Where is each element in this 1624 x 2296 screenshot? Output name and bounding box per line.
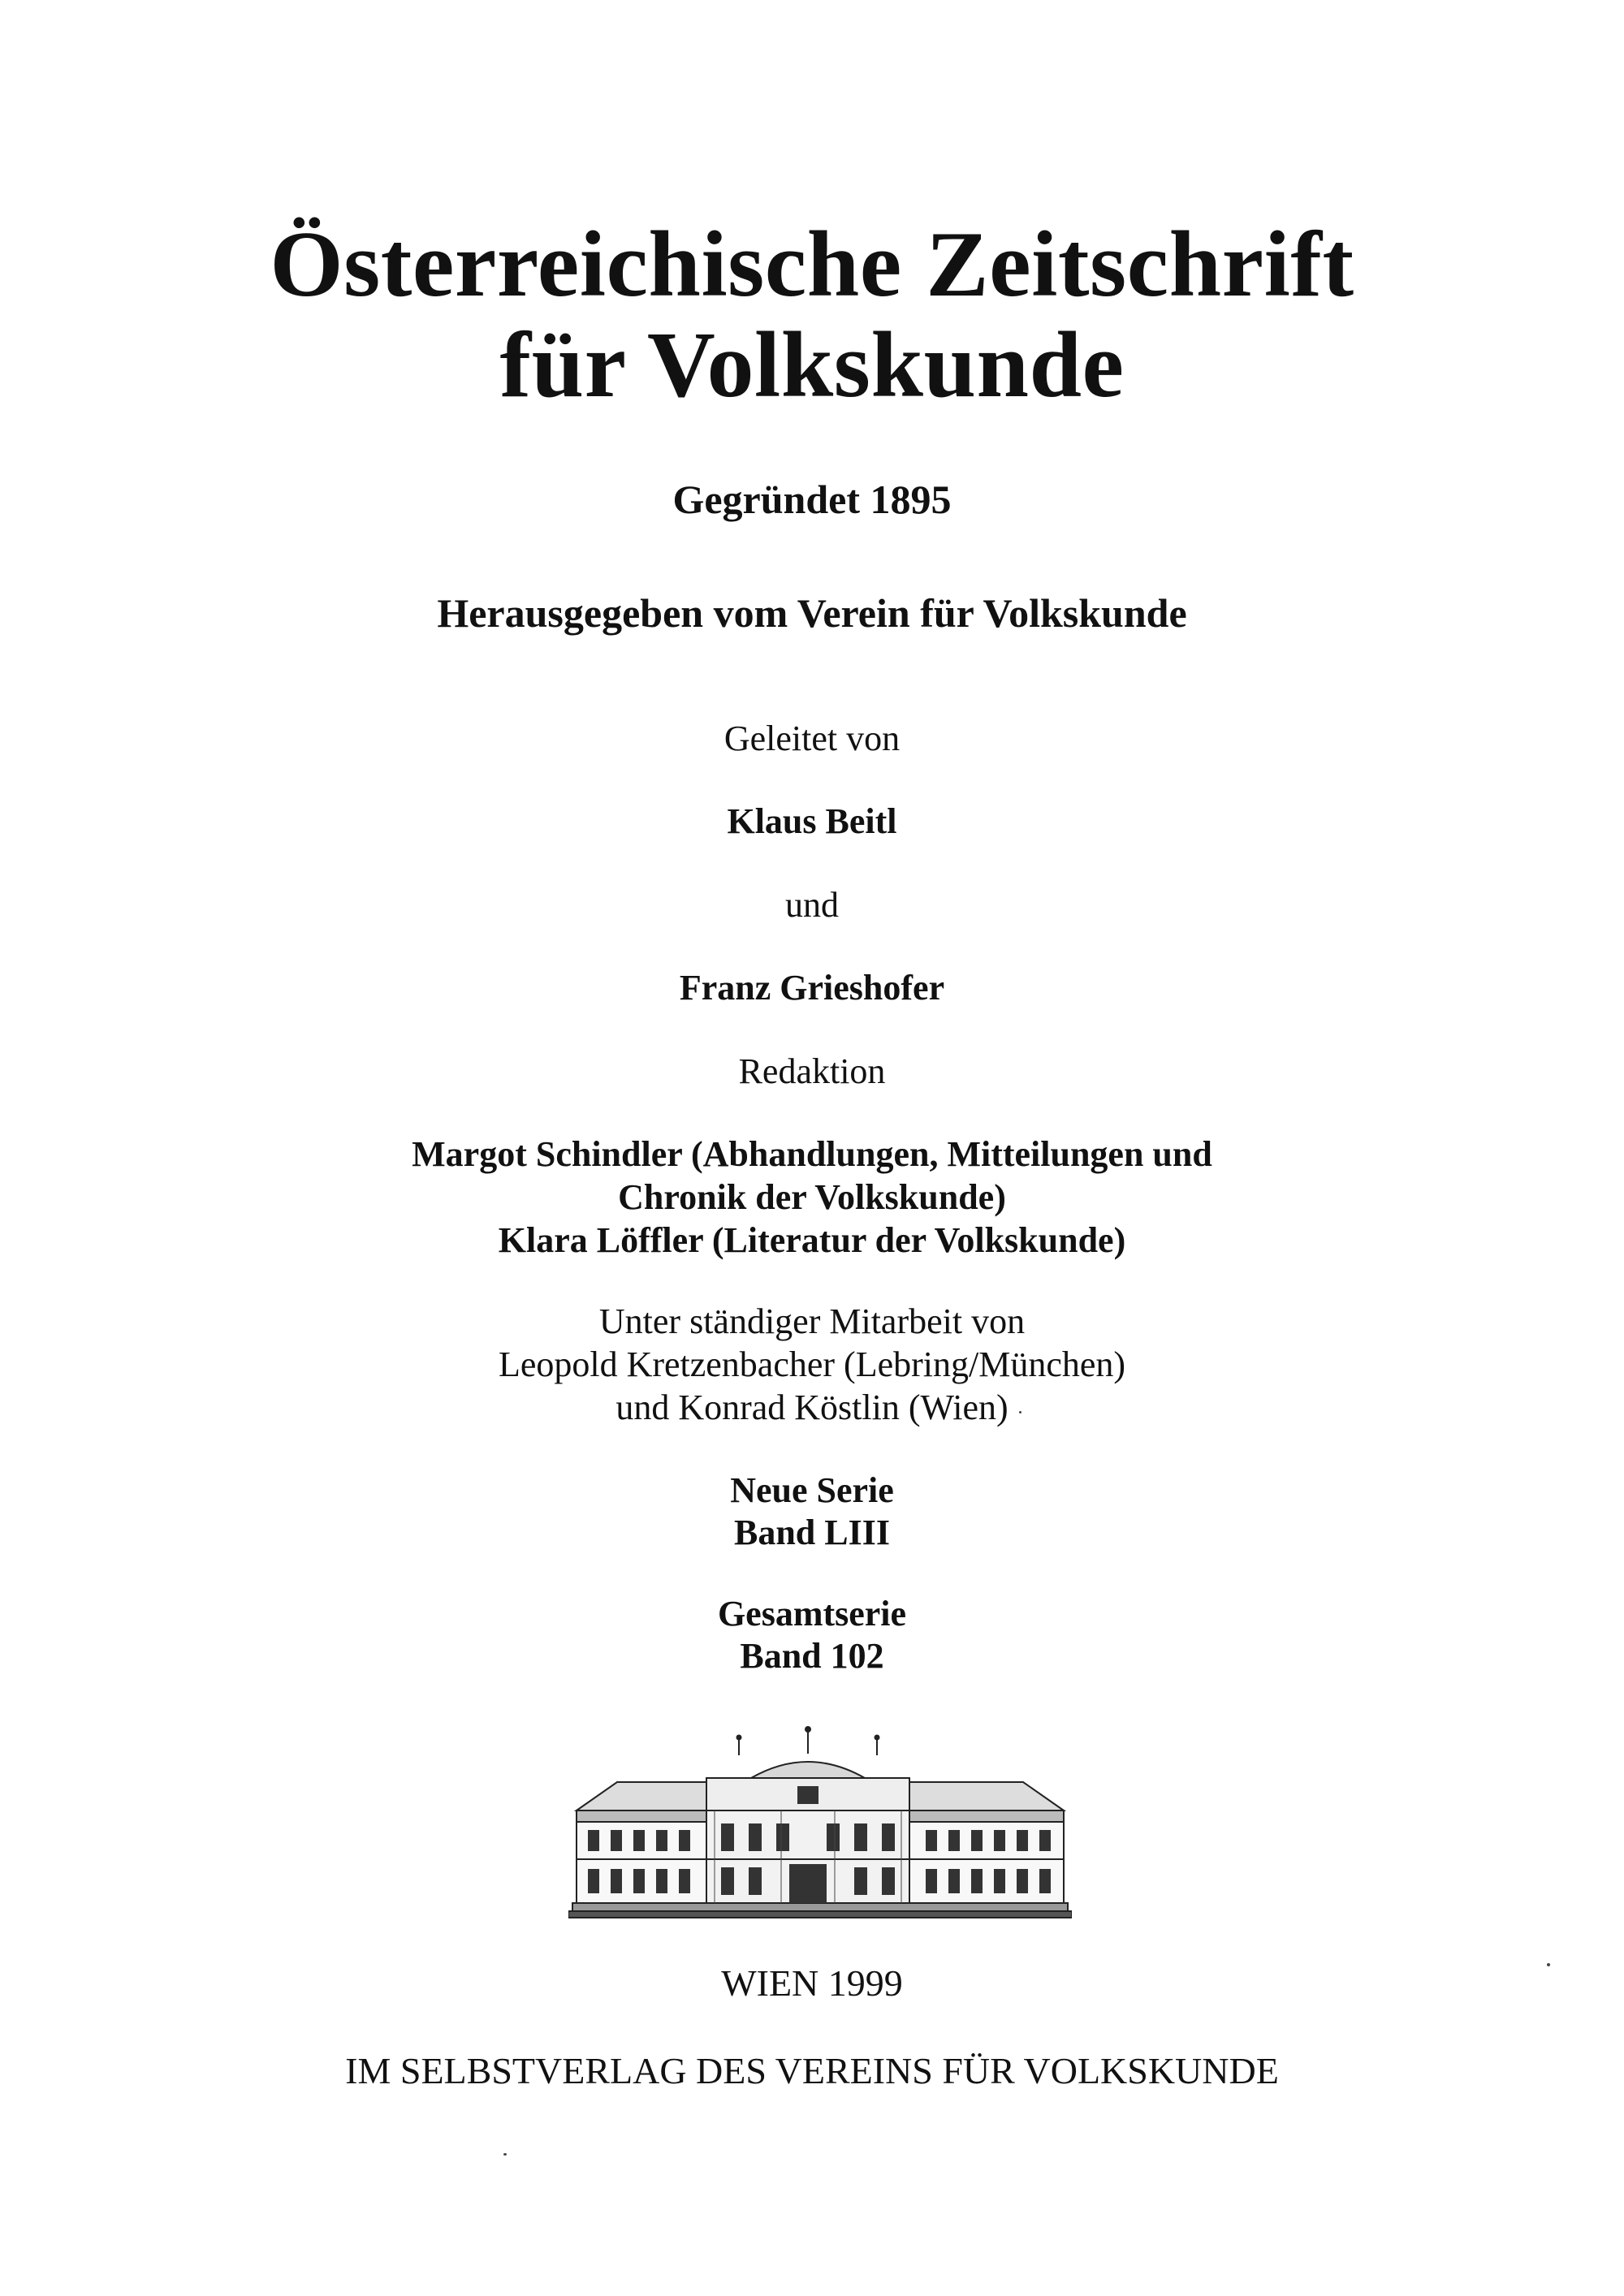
led-by-label: Geleitet von [723,719,901,758]
publisher-line: Herausgegeben vom Verein für Volkskunde [437,590,1187,636]
new-series-volume: Band LIII [733,1513,890,1552]
journal-title-line-1: Österreichische Zeitschrift [270,213,1354,317]
collaboration-line-1: Unter ständiger Mitarbeit von [598,1301,1026,1341]
editor-name-2: Franz Grieshofer [679,968,945,1008]
editorial-line-3: Klara Löffler (Literatur der Volkskunde) [498,1220,1126,1260]
new-series-label: Neue Serie [730,1470,894,1510]
total-series-volume: Band 102 [740,1636,884,1676]
editorial-label: Redaktion [738,1051,886,1091]
imprint-self-published: IM SELBSTVERLAG DES VEREINS FÜR VOLKSKUNDE [345,2050,1279,2091]
editorial-line-2: Chronik der Volkskunde) [618,1177,1006,1217]
scan-speck [1019,1411,1021,1413]
conjunction-und: und [785,885,839,925]
scan-speck [503,2153,507,2156]
total-series-label: Gesamtserie [717,1594,907,1634]
editor-name-1: Klaus Beitl [727,801,897,841]
imprint-place-year: WIEN 1999 [721,1962,903,2004]
scan-speck [1547,1963,1550,1966]
founded-line: Gegründet 1895 [672,477,952,522]
collaboration-line-3: und Konrad Köstlin (Wien) [615,1388,1009,1427]
collaboration-line-2: Leopold Kretzenbacher (Lebring/München) [498,1344,1126,1384]
editorial-line-1: Margot Schindler (Abhandlungen, Mitteilungen und [412,1134,1212,1174]
journal-title-line-2: für Volkskunde [499,313,1125,417]
building-illustration-icon [568,1721,1072,1932]
